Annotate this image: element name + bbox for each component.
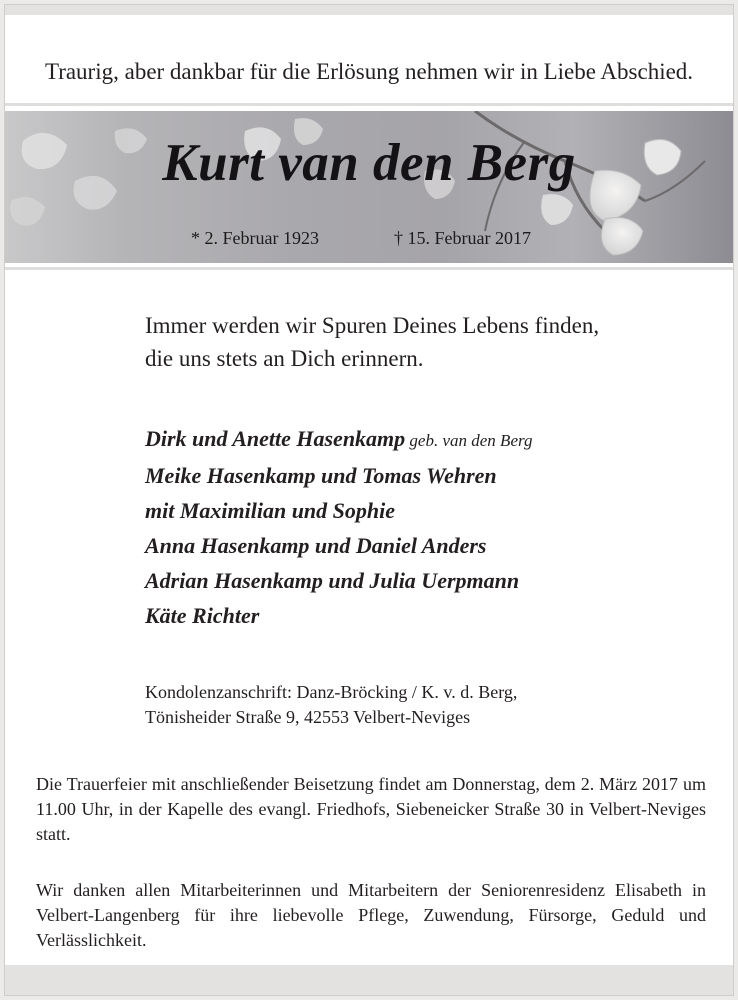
address-line: Tönisheider Straße 9, 42553 Velbert-Neviges [145,707,471,727]
mourner-line [145,493,705,528]
mourner-suffix: geb. van den Berg [405,431,533,450]
mourner-line [145,563,705,598]
bottom-band [5,965,733,995]
mourner-name: Käte Richter [145,603,260,628]
funeral-notice: Die Trauerfeier mit anschließender Beisetzung findet am Donnerstag, dem 2. März 2017 um 11.00 Uhr, in der Kapelle des evangl. Friedhofs, Siebeneicker Straße 30 in Velbert-Neviges statt. [36,774,706,844]
mourner-name: mit Maximilian und Sophie [145,498,396,523]
mourner-name: Adrian Hasenkamp und Julia Uerpmann [145,568,520,593]
top-band [5,5,733,15]
verse [145,309,705,375]
mourner-line [145,421,705,458]
mourner-name: Anna Hasenkamp und Daniel Anders [145,533,487,558]
mourner-line [145,528,705,563]
mourner-name: Meike Hasenkamp und Tomas Wehren [145,463,497,488]
birth-date: * 2. Februar 1923 [191,228,319,248]
separator-bottom [5,267,733,270]
intro-text: Traurig, aber dankbar für die Erlösung nehmen wir in Liebe Abschied. [44,59,694,84]
mourner-line [145,458,705,493]
obituary-card [4,4,734,996]
mourner-line [145,598,705,633]
condolence-address [145,680,705,730]
separator-top [5,103,733,106]
name-banner [5,111,733,263]
mourners-list [145,421,705,633]
deceased-name: Kurt van den Berg [162,134,576,192]
verse-line: Immer werden wir Spuren Deines Lebens finden, [145,313,600,338]
mourner-name: Dirk und Anette Hasenkamp [145,426,406,451]
death-date: † 15. Februar 2017 [394,228,531,248]
address-line: Kondolenzanschrift: Danz-Bröcking / K. v. d. Berg, [145,682,518,702]
thanks-notice: Wir danken allen Mitarbeiterinnen und Mitarbeitern der Seniorenresidenz Elisabeth in Velbert-Langenberg für ihre liebevolle Pflege, Zuwendung, Fürsorge, Geduld und Verlässlichkeit. [36,880,706,950]
verse-line: die uns stets an Dich erinnern. [145,346,424,371]
